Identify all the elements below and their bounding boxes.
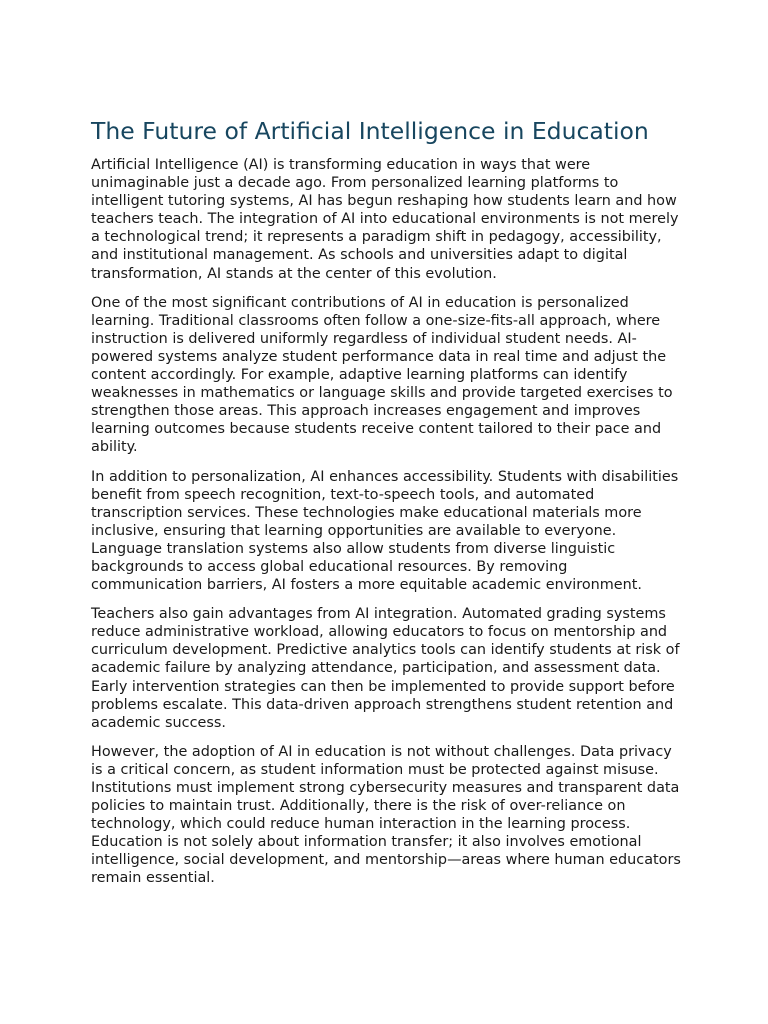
paragraph-personalized-learning: One of the most significant contributions of AI in education is personalized learning. Traditional classrooms often follow a one-size-fits-all approach, where instruction is delivered uniformly regardless of individual student needs. AI-powered systems analyze student performance data in real time and adjust the content accordingly. For example, adaptive learning platforms can identify weaknesses in mathematics or language skills and provide targeted exercises to strengthen those areas. This approach increases engagement and improves learning outcomes because students receive content tailored to their pace and ability. — [91, 294, 673, 456]
document-title: The Future of Artificial Intelligence in Education — [91, 117, 649, 145]
paragraph-accessibility: In addition to personalization, AI enhances accessibility. Students with disabilities benefit from speech recognition, text-to-speech tools, and automated transcription services. These technologies make educational materials more inclusive, ensuring that learning opportunities are available to everyone. Language translation systems also allow students from diverse linguistic backgrounds to access global educational resources. By removing communication barriers, AI fosters a more equitable academic environment. — [91, 468, 679, 594]
paragraph-intro: Artificial Intelligence (AI) is transforming education in ways that were unimaginable just a decade ago. From personalized learning platforms to intelligent tutoring systems, AI has begun reshaping how students learn and how teachers teach. The integration of AI into educational environments is not merely a technological trend; it represents a paradigm shift in pedagogy, accessibility, and institutional management. As schools and universities adapt to digital transformation, AI stands at the center of this evolution. — [91, 157, 679, 282]
paragraph-teacher-advantages: Teachers also gain advantages from AI integration. Automated grading systems reduce administrative workload, allowing educators to focus on mentorship and curriculum development. Predictive analytics tools can identify students at risk of academic failure by analyzing attendance, participation, and assessment data. Early intervention strategies can then be implemented to provide support before problems escalate. This data-driven approach strengthens student retention and academic success. — [91, 606, 680, 731]
document-page — [91, 116, 681, 899]
paragraph-challenges: However, the adoption of AI in education is not without challenges. Data privacy is a critical concern, as student information must be protected against misuse. Institutions must implement strong cybersecurity measures and transparent data policies to maintain trust. Additionally, there is the risk of over-reliance on technology, which could reduce human interaction in the learning process. Education is not solely about information transfer; it also involves emotional intelligence, social development, and mentorship—areas where human educators remain essential. — [91, 743, 681, 887]
